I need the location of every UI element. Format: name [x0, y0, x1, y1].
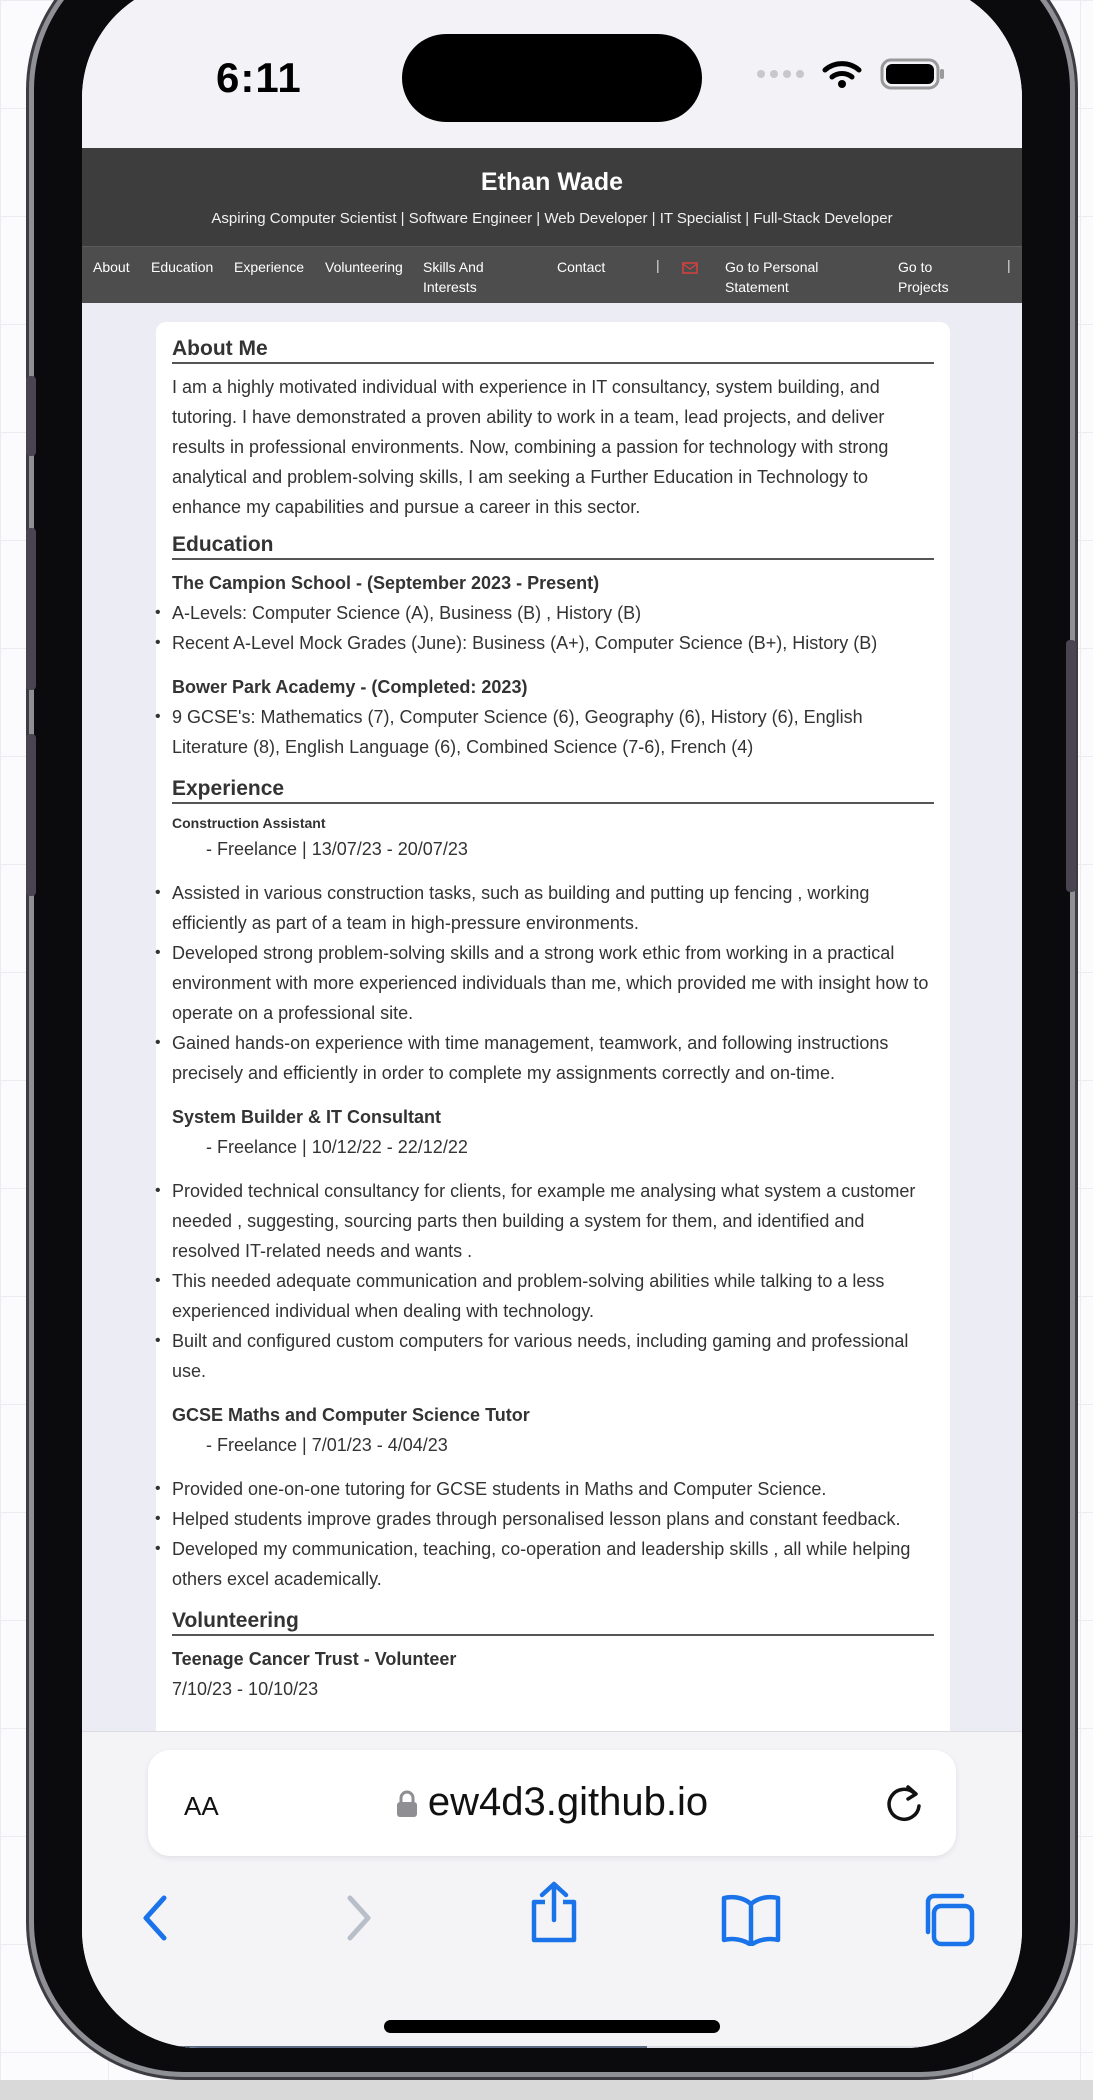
safari-toolbar: [82, 1731, 1022, 2048]
education-heading: Education: [172, 532, 934, 560]
resume-card: [156, 322, 950, 1731]
wifi-icon: [822, 59, 862, 89]
about-heading: About Me: [172, 336, 934, 364]
broken-image-icon[interactable]: [682, 261, 698, 275]
reload-icon[interactable]: [882, 1778, 926, 1826]
bookmarks-icon[interactable]: [720, 1892, 782, 1946]
url-display[interactable]: [148, 1780, 956, 1825]
forward-icon[interactable]: [338, 1892, 378, 1944]
job-2-list: [172, 1176, 934, 1386]
text-size-label: AA: [184, 1791, 219, 1821]
url-text: ew4d3.github.io: [427, 1780, 709, 1824]
list-item: • Provided technical consultancy for clients, for example me analysing what system a customer needed , suggesting, sourcing parts then building a system for them, and identified and resolved IT-related needs and wants .: [172, 1176, 934, 1266]
webpage: [82, 148, 1022, 1731]
power-button: [1066, 640, 1076, 892]
status-icons: [757, 58, 946, 90]
volume-up-button: [26, 528, 36, 690]
list-item: • 9 GCSE's: Mathematics (7), Computer Science (6), Geography (6), History (6), English Literature (8), English Language (6), Combined Science (7-6), French (4): [172, 702, 934, 762]
page-load-progress: [157, 2046, 947, 2048]
job-1-title: Construction Assistant: [172, 815, 326, 831]
volume-down-button: [26, 734, 36, 896]
site-tagline: Aspiring Computer Scientist | Software Engineer | Web Developer | IT Specialist | Full-Stack Developer: [211, 210, 893, 227]
list-item: • This needed adequate communication and problem-solving abilities while talking to a less experienced individual when dealing with technology.: [172, 1266, 934, 1326]
list-item: • Developed strong problem-solving skills and a strong work ethic from working in a practical environment with more experienced individuals than me, which provided me with insight how to operate on a professional site.: [172, 938, 934, 1028]
address-bar[interactable]: [148, 1750, 956, 1856]
status-bar: [82, 0, 1022, 148]
nav-volunteering[interactable]: Volunteering: [325, 259, 403, 275]
job-3-list: [172, 1474, 934, 1594]
nav-separator-end: |: [1007, 257, 1011, 273]
nav-personal-line2: Statement: [725, 279, 789, 295]
job-2-sub: - Freelance | 10/12/22 - 22/12/22: [206, 1137, 468, 1157]
about-text: I am a highly motivated individual with experience in IT consultancy, system building, and tutoring. I have demonstrated a proven ability to work in a team, lead projects, and deliver results in professional environments. Now, combining a passion for technology with strong analytical and problem-solving skills, I am seeking a Further Education in Technology to enhance my capabilities and pursue a career in this sector.: [172, 377, 889, 517]
job-3-sub: - Freelance | 7/01/23 - 4/04/23: [206, 1435, 448, 1455]
job-3-title: GCSE Maths and Computer Science Tutor: [172, 1405, 530, 1425]
school-2-list: [172, 702, 934, 762]
experience-heading: Experience: [172, 776, 934, 804]
volunteer-dates: 7/10/23 - 10/10/23: [172, 1679, 319, 1699]
lock-icon: [396, 1790, 418, 1818]
nav-projects-line1: Go to: [898, 259, 933, 275]
action-button: [26, 376, 36, 456]
nav-experience[interactable]: Experience: [234, 259, 305, 275]
list-item: • Gained hands-on experience with time management, teamwork, and following instructions precisely and efficiently in order to complete my assignments correctly and on-time.: [172, 1028, 934, 1088]
list-item: • Recent A-Level Mock Grades (June): Business (A+), Computer Science (B+), History (B): [172, 628, 934, 658]
list-item: • Assisted in various construction tasks, such as building and putting up fencing , working efficiently as part of a team in high-pressure environments.: [172, 878, 934, 938]
share-icon[interactable]: [528, 1880, 580, 1944]
nav-about[interactable]: About: [93, 259, 130, 275]
list-item: • Developed my communication, teaching, co-operation and leadership skills , all while helping others excel academically.: [172, 1534, 934, 1594]
home-indicator: [384, 2020, 720, 2033]
volunteering-heading: Volunteering: [172, 1608, 934, 1636]
job-1-list: [172, 878, 934, 1088]
nav-skills-and-interests[interactable]: [423, 257, 484, 297]
school-1-list: [172, 598, 934, 658]
tabs-icon[interactable]: [920, 1892, 978, 1948]
nav-education[interactable]: Education: [151, 259, 214, 275]
list-item: • Helped students improve grades through personalised lesson plans and constant feedback.: [172, 1504, 934, 1534]
job-1-sub: - Freelance | 13/07/23 - 20/07/23: [206, 839, 468, 859]
nav-separator: |: [656, 257, 660, 273]
nav-projects[interactable]: [898, 257, 949, 297]
list-item: • A-Levels: Computer Science (A), Business (B) , History (B): [172, 598, 934, 628]
nav-skills-line2: Interests: [423, 279, 477, 295]
cellular-signal-icon: [757, 70, 804, 78]
job-2-title: System Builder & IT Consultant: [172, 1107, 442, 1127]
nav-skills-line1: Skills And: [423, 259, 484, 275]
status-time: 6:11: [216, 54, 302, 101]
battery-icon: [880, 58, 946, 90]
nav-personal-statement[interactable]: [725, 257, 818, 297]
volunteer-role: Teenage Cancer Trust - Volunteer: [172, 1649, 457, 1669]
page-load-progress-fill: [157, 2046, 647, 2048]
list-item: • Built and configured custom computers for various needs, including gaming and professional use.: [172, 1326, 934, 1386]
school-1-title: The Campion School - (September 2023 - Present): [172, 573, 600, 593]
nav-personal-line1: Go to Personal: [725, 259, 819, 275]
nav-contact[interactable]: Contact: [557, 259, 606, 275]
site-title: Ethan Wade: [480, 168, 624, 196]
site-header: [82, 148, 1022, 246]
bottom-scrollbar[interactable]: [0, 2080, 1093, 2100]
dynamic-island: [402, 34, 702, 122]
school-2-title: Bower Park Academy - (Completed: 2023): [172, 677, 528, 697]
nav-projects-line2: Projects: [898, 279, 949, 295]
site-nav: [82, 246, 1022, 303]
list-item: • Provided one-on-one tutoring for GCSE students in Maths and Computer Science.: [172, 1474, 934, 1504]
phone-screen: [82, 0, 1022, 2048]
back-icon[interactable]: [136, 1892, 176, 1944]
